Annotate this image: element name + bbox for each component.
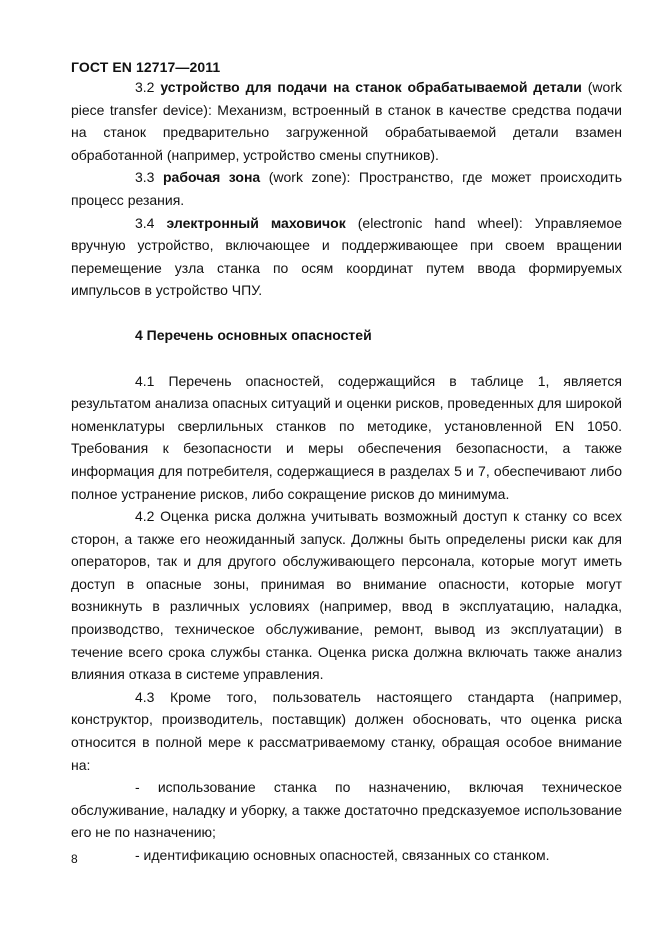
document-code: ГОСТ EN 12717—2011	[71, 59, 221, 75]
section-heading: 4 Перечень основных опасностей	[135, 326, 372, 343]
list-item: - использование станка по назначению, включая техническое обслуживание, наладку и уборку, а также достаточно предсказуемое использование его не по назначению;	[71, 779, 622, 841]
definition-text: (work piece transfer device): Механизм, встроенный в станок в качестве средства подачи на станок предварительно загруженной обрабатываемой детали взамен обработанной (например, устройство смены спутников).	[71, 79, 622, 163]
paragraph-4-1: 4.1 Перечень опасностей, содержащийся в таблице 1, является результатом анализа опасных ситуаций и оценки рисков, проведенных для широкой номенклатуры сверлильных станков по методике, установленной EN 1050. Требования к безопасности и меры обеспечения безопасности, а также информация для потребителя, содержащиеся в разделах 5 и 7, обеспечивают либо полное устранение рисков, либо сокращение рисков до минимума.	[71, 372, 622, 502]
definition-3-4	[71, 212, 622, 302]
document-body	[71, 76, 622, 867]
definition-3-3	[71, 166, 622, 211]
definition-number: 3.4	[135, 214, 155, 231]
definition-number: 3.2	[135, 79, 155, 95]
definition-text: (work zone): Пространство, где может происходить процесс резания.	[71, 169, 622, 208]
definition-term: рабочая зона	[163, 169, 261, 186]
definition-number: 3.3	[135, 169, 155, 186]
definition-3-2	[71, 76, 622, 166]
definition-term: устройство для подачи на станок обрабатываемой детали	[160, 79, 582, 95]
paragraph-4-3: 4.3 Кроме того, пользователь настоящего стандарта (например, конструктор, производитель, поставщик) должен обосновать, что оценка риска относится в полной мере к рассматриваемому станку, обращая особое внимание на:	[71, 688, 622, 773]
paragraph-4-2: 4.2 Оценка риска должна учитывать возможный доступ к станку со всех сторон, а также его неожиданный запуск. Должны быть определены риски как для операторов, так и для другого обслуживающего персонала, которые могут иметь доступ в опасные зоны, принимая во внимание опасности, которые могут возникнуть в различных условиях (например, ввод в эксплуатацию, наладка, производство, техническое обслуживание, ремонт, вывод из эксплуатации) в течение всего срока службы станка. Оценка риска должна включать также анализ влияния отказа в системе управления.	[71, 508, 622, 683]
list-item: - идентификацию основных опасностей, связанных со станком.	[135, 847, 550, 863]
definition-term: электронный маховичок	[166, 214, 346, 231]
page-number: 8	[71, 852, 78, 866]
definition-text: (electronic hand wheel): Управляемое вручную устройство, включающее и поддерживающее при своем вращении перемещение узла станка по осям координат путем ввода формируемых импульсов в устройство ЧПУ.	[71, 214, 623, 299]
